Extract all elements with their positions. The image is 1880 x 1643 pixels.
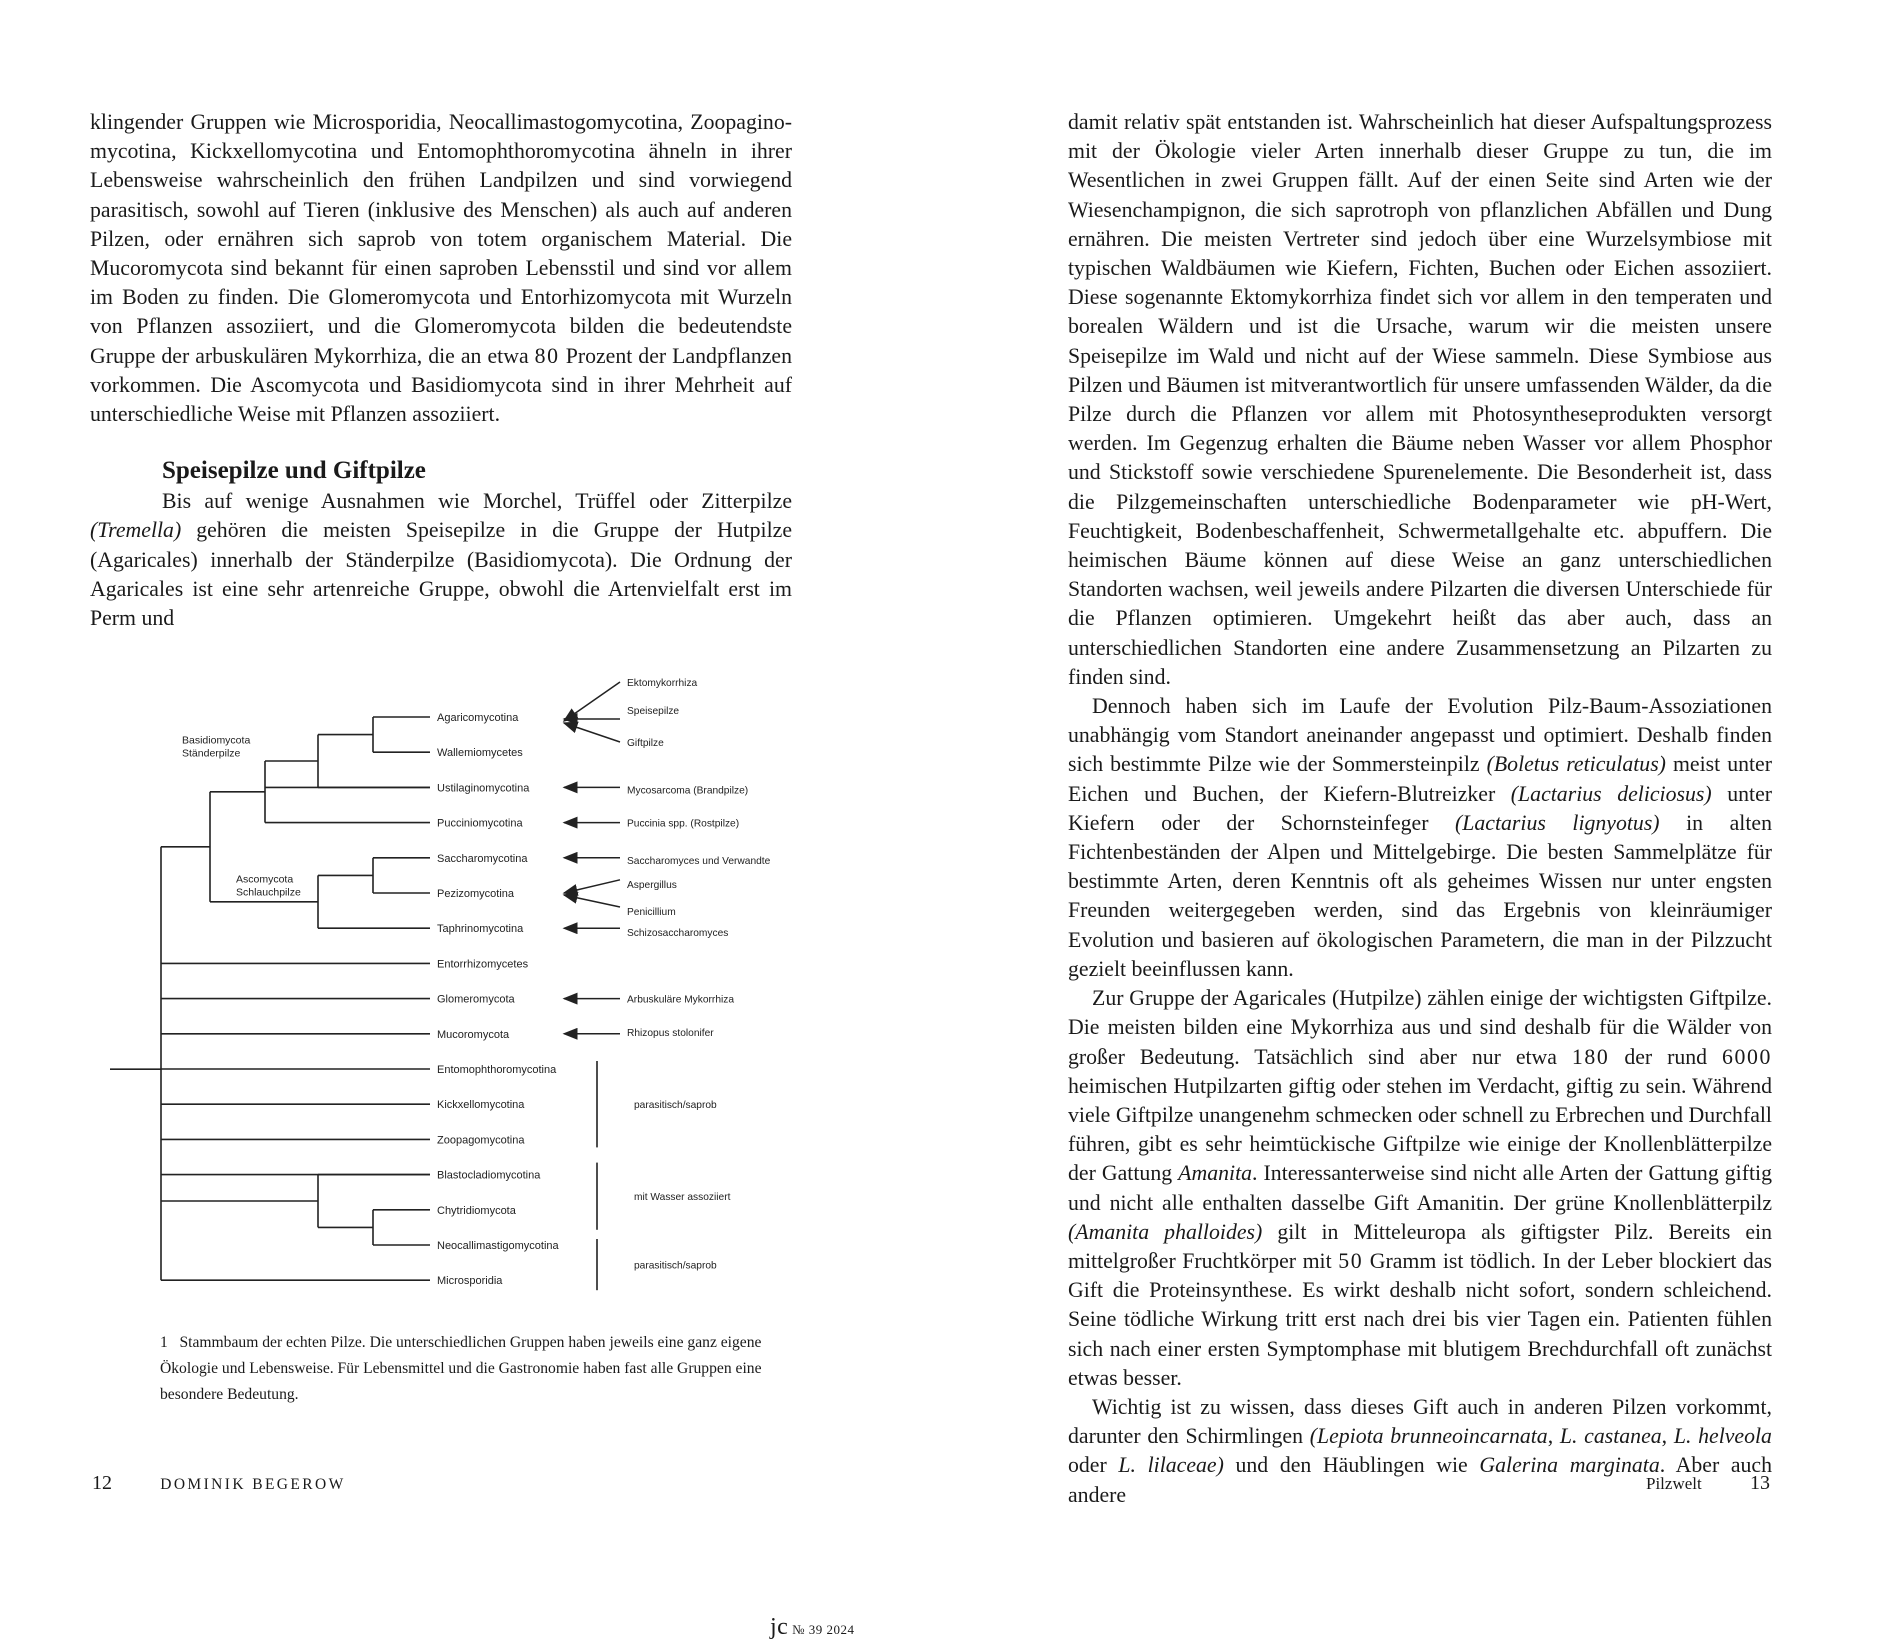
example-label: Mycosarcoma (Brandpilze): [627, 785, 749, 797]
clade-label-ascomycota: Ascomycota: [236, 873, 294, 886]
right-paragraph-1: damit relativ spät entstanden ist. Wahrscheinlich hat dieser Aufspaltungsprozess mit der Ökologie vieler Arten innerhalb dieser Gruppe zu tun, die im Wesentlichen in zwei Gruppen fällt. Auf der einen Seite sind Arten wie der Wiesenchampignon, die sich saprotroph von pflanzlichen Abfällen und Dung ernähren. Die meisten Vertreter sind jedoch über eine Wurzelsymbiose mit typischen Waldbäumen wie Kiefern, Fichten, Buchen oder Eichen assoziiert. Diese sogenannte Ektomykorrhiza findet sich vor allem in den temperaten und borealen Wäldern und ist die Ursache, warum wir die meisten unsere Speisepilze im Wald und nicht auf der Wiese sammeln. Diese Symbiose aus Pilzen und Bäumen ist mitverantwortlich für unsere umfassenden Wälder, da die Pilze durch die Pflanzen vor allem mit Photosyntheseprodukten versorgt werden. Im Gegenzug erhalten die Bäume neben Wasser vor allem Phosphor und Stickstoff sowie verschiedene Spurenelemente. Die Besonderheit ist, dass die Pilzgemeinschaften unterschiedliche Bodenparameter wie pH-Wert, Feuchtigkeit, Bodenbeschaffenheit, Schwermetallgehalte etc. abpuffern. Die heimischen Bäume können auf diese Weise an ganz unterschiedlichen Standorten wachsen, weil jeweils andere Pilzarten die diversen Unterschiede für die Pflanzen optimieren. Umgekehrt heißt das aber auch, dass an unterschiedlichen Standorten eine andere Zusammensetzung an Pilzarten zu finden sind.: [1068, 110, 1772, 689]
journal-logo: [770, 1614, 854, 1641]
example-label: Schizosaccharomyces: [627, 928, 729, 940]
example-label: Ektomykorrhiza: [627, 678, 698, 689]
group-label: parasitisch/saprob: [634, 1100, 717, 1112]
taxon-label: Zoopagomycotina: [437, 1134, 525, 1147]
taxon-label: Neocallimastigomycotina: [437, 1240, 559, 1252]
taxon-label: Chytridiomycota: [437, 1204, 516, 1217]
right-column: [1068, 108, 1772, 1510]
example-label: Penicillium: [627, 907, 676, 918]
right-paragraph-4: Wichtig ist zu wissen, dass dieses Gift auch in anderen Pilzen vorkommt, darunter den Schirmlingen (Lepiota brunneoincarnata, L. castanea, L. helveola oder L. lilaceae) und den Häublingen wie Galerina marginata. Aber auch andere: [1068, 1394, 1772, 1507]
group-label: parasitisch/saprob: [634, 1260, 717, 1272]
journal-mark: jc: [770, 1614, 789, 1640]
example-label: Speisepilze: [627, 706, 680, 717]
caption-number: 1: [160, 1334, 168, 1351]
example-arrow: [564, 723, 620, 742]
taxon-label: Ustilaginomycotina: [437, 782, 530, 795]
taxon-label: Entomophthoromycotina: [437, 1064, 557, 1076]
taxon-label: Blastocladiomycotina: [437, 1169, 541, 1182]
section-heading: Speisepilze und Giftpilze: [162, 457, 426, 485]
taxon-label: Taphrinomycotina: [437, 923, 524, 936]
taxon-label: Wallemiomycetes: [437, 747, 523, 760]
taxon-label: Kickxellomycotina: [437, 1099, 525, 1112]
left-page-number: 12: [92, 1472, 112, 1494]
left-page-footer: [92, 1472, 346, 1495]
taxon-label: Pezizomycotina: [437, 888, 515, 900]
right-page-number: 13: [1749, 1472, 1770, 1494]
example-arrow: [564, 682, 620, 721]
taxon-label: Glomeromycota: [437, 993, 515, 1006]
example-label: Puccinia spp. (Rostpilze): [627, 818, 740, 830]
issue-label: № 39 2024: [792, 1622, 855, 1637]
author-name: DOMINIK BEGEROW: [160, 1476, 346, 1493]
running-title: Pilzwelt: [1646, 1474, 1702, 1493]
taxon-label: Entorrhizomycetes: [437, 958, 529, 971]
taxon-label: Microsporidia: [437, 1275, 503, 1288]
left-paragraph-2: Bis auf wenige Ausnahmen wie Morchel, Trüffel oder Zitterpilze (Tremella) gehören die meisten Speisepilze in die Gruppe der Hutpilze (Agaricales) innerhalb der Ständerpilze (Basidiomycota). Die Ordnung der Agaricales ist eine sehr artenreiche Gruppe, obwohl die Artenvielfalt erst im Perm und: [90, 489, 792, 631]
example-label: Giftpilze: [627, 738, 664, 749]
example-arrow: [564, 880, 620, 893]
taxon-label: Mucoromycota: [437, 1028, 510, 1041]
phylogenetic-tree-figure: [100, 672, 800, 1292]
clade-label-schlauchpilze: Schlauchpilze: [236, 886, 301, 899]
taxon-label: Saccharomycotina: [437, 852, 528, 865]
taxon-label: Agaricomycotina: [437, 712, 519, 724]
caption-text: Stammbaum der echten Pilze. Die unterschiedlichen Gruppen haben jeweils eine ganz eigene Ökologie und Lebensweise. Für Lebensmittel und die Gastronomie haben fast alle Gruppen eine besondere Bedeutung.: [160, 1334, 762, 1403]
right-page-footer: [1646, 1472, 1770, 1495]
left-column: [90, 108, 792, 633]
example-arrow: [564, 895, 620, 907]
example-label: Saccharomyces und Verwandte: [627, 855, 771, 867]
left-paragraph-1: klingender Gruppen wie Microsporidia, Neocallimastogomycotina, Zoopagino-mycotina, Kickxellomycotina und Entomophthoromycotina ähneln in ihrer Lebensweise wahrscheinlich den frühen Landpilzen und sind vorwiegend parasitisch, sowohl auf Tieren (inklusive des Menschen) als auch auf anderen Pilzen, oder ernähren sich saprob von totem organischem Material. Die Mucoromycota sind bekannt für einen saproben Lebensstil und sind vor allem im Boden zu finden. Die Glomeromycota und Entorhizomycota mit Wurzeln von Pflanzen assoziiert, und die Glomeromycota bilden die bedeutendste Gruppe der arbuskulären Mykorrhiza, die an etwa 80 Prozent der Landpflanzen vorkommen. Die Ascomycota und Basidiomycota sind in ihrer Mehrheit auf unterschiedliche Weise mit Pflanzen assoziiert.: [90, 110, 792, 427]
group-label: mit Wasser assoziiert: [634, 1192, 731, 1204]
example-label: Arbuskuläre Mykorrhiza: [627, 994, 735, 1006]
figure-caption: [160, 1330, 800, 1408]
clade-label-basidiomycota: Basidiomycota: [182, 734, 251, 747]
clade-label-staenderpilze: Ständerpilze: [182, 747, 241, 760]
right-paragraph-3: Zur Gruppe der Agaricales (Hutpilze) zählen einige der wichtigsten Giftpilze. Die meisten bilden eine Mykorrhiza aus und sind deshalb für die Wälder von großer Bedeutung. Tatsächlich sind aber nur etwa 180 der rund 6000 heimischen Hutpilzarten giftig oder stehen im Verdacht, giftig zu sein. Während viele Giftpilze unangenehm schmecken oder schnell zu Erbrechen und Durchfall führen, gibt es sehr heimtückische Giftpilze wie einige der Knollenblätterpilze der Gattung Amanita. Interessanterweise sind nicht alle Arten der Gattung giftig und nicht alle enthalten dasselbe Gift Amanitin. Der grüne Knollenblätterpilz (Amanita phalloides) gilt in Mitteleuropa als giftigster Pilz. Bereits ein mittelgroßer Fruchtkörper mit 50 Gramm ist tödlich. In der Leber blockiert das Gift die Proteinsynthese. Es wirkt deshalb nicht sofort, sondern schleichend. Seine tödliche Wirkung tritt erst nach drei bis vier Tagen ein. Patienten fühlen sich nach einer ersten Symptomphase mit blutigem Brechdurchfall oft zunächst etwas besser.: [1068, 986, 1773, 1390]
example-label: Rhizopus stolonifer: [627, 1027, 714, 1039]
taxon-label: Pucciniomycotina: [437, 817, 523, 830]
right-paragraph-2: Dennoch haben sich im Laufe der Evolution Pilz-Baum-Assoziationen unabhängig vom Standort aneinander angepasst und optimiert. Deshalb finden sich bestimmte Pilze wie der Sommersteinpilz (Boletus reticulatus) meist unter Eichen und Buchen, der Kiefern-Blutreizker (Lactarius deliciosus) unter Kiefern oder der Schornsteinfeger (Lactarius lignyotus) in alten Fichtenbeständen der Alpen und Mittelgebirge. Die besten Sammelplätze für bestimmte Arten, deren Kenntnis oft als geheimes Wissen nur unter engsten Freunden weitergegeben werden, sind das Ergebnis von kleinräumiger Evolution und basieren auf ökologischen Parametern, die man in der Pilzzucht gezielt beeinflussen kann.: [1068, 694, 1772, 981]
example-label: Aspergillus: [627, 879, 677, 891]
